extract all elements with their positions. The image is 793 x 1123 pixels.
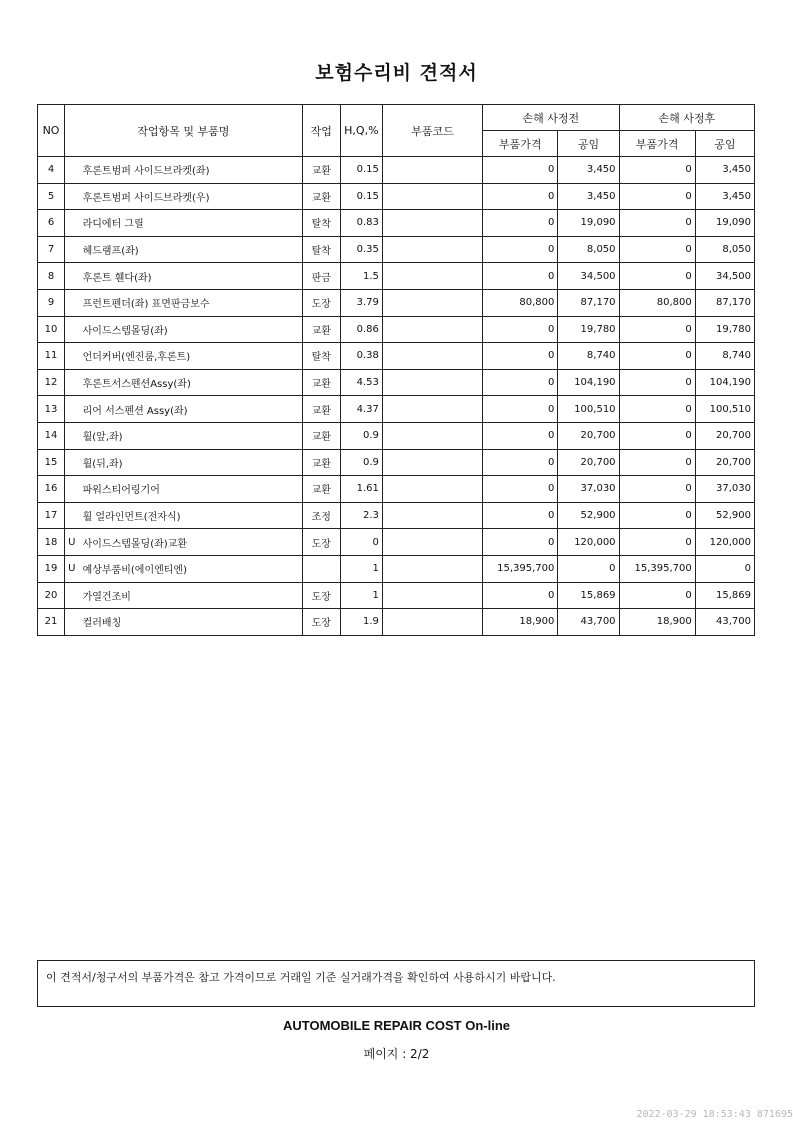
row-after-part-price: 0 <box>619 316 695 343</box>
row-item-name: 프런트펜더(좌) 표면판금보수 <box>80 289 303 316</box>
row-work-type: 도장 <box>302 529 340 556</box>
row-after-part-price: 0 <box>619 476 695 503</box>
table-row <box>38 183 755 210</box>
row-hq: 4.53 <box>340 369 382 396</box>
row-work-type: 교환 <box>302 449 340 476</box>
row-no: 7 <box>38 236 65 263</box>
row-after-part-price: 0 <box>619 502 695 529</box>
row-work-type: 도장 <box>302 289 340 316</box>
row-flag <box>65 582 80 609</box>
row-before-part-price: 0 <box>483 343 558 370</box>
document-title: 보험수리비 견적서 <box>315 62 478 84</box>
header-after: 손해 사정후 <box>619 105 754 131</box>
row-after-labor: 37,030 <box>695 476 754 503</box>
row-before-labor: 19,090 <box>558 210 619 237</box>
header-work: 작업 <box>302 105 340 157</box>
row-item-name: 사이드스텝몰딩(좌) <box>80 316 303 343</box>
row-before-labor: 52,900 <box>558 502 619 529</box>
row-no: 15 <box>38 449 65 476</box>
row-before-labor: 100,510 <box>558 396 619 423</box>
row-hq: 0.83 <box>340 210 382 237</box>
row-before-part-price: 15,395,700 <box>483 555 558 582</box>
row-after-labor: 20,700 <box>695 449 754 476</box>
header-no: NO <box>38 105 65 157</box>
row-after-part-price: 0 <box>619 263 695 290</box>
header-code: 부품코드 <box>382 105 482 157</box>
row-after-part-price: 0 <box>619 157 695 184</box>
row-part-code <box>382 157 482 184</box>
row-hq: 0.86 <box>340 316 382 343</box>
row-no: 18 <box>38 529 65 556</box>
row-work-type: 교환 <box>302 369 340 396</box>
row-item-name: 휠 얼라인먼트(전자식) <box>80 502 303 529</box>
row-flag <box>65 369 80 396</box>
row-before-part-price: 0 <box>483 157 558 184</box>
row-flag <box>65 609 80 636</box>
row-after-part-price: 0 <box>619 236 695 263</box>
row-work-type: 교환 <box>302 157 340 184</box>
row-after-part-price: 18,900 <box>619 609 695 636</box>
row-before-labor: 20,700 <box>558 449 619 476</box>
row-no: 16 <box>38 476 65 503</box>
row-after-labor: 100,510 <box>695 396 754 423</box>
header-after-part-price: 부품가격 <box>619 131 695 157</box>
row-after-labor: 20,700 <box>695 422 754 449</box>
row-part-code <box>382 369 482 396</box>
table-row <box>38 476 755 503</box>
row-no: 5 <box>38 183 65 210</box>
row-no: 12 <box>38 369 65 396</box>
row-part-code <box>382 502 482 529</box>
row-before-labor: 20,700 <box>558 422 619 449</box>
price-notice: 이 견적서/청구서의 부품가격은 참고 가격이므로 거래일 기준 실거래가격을 확인하여 사용하시기 바랍니다. <box>37 960 755 1007</box>
row-flag <box>65 396 80 423</box>
row-flag <box>65 343 80 370</box>
row-work-type: 교환 <box>302 476 340 503</box>
row-before-labor: 8,050 <box>558 236 619 263</box>
row-after-labor: 19,090 <box>695 210 754 237</box>
row-flag <box>65 316 80 343</box>
row-before-labor: 3,450 <box>558 183 619 210</box>
row-no: 17 <box>38 502 65 529</box>
row-flag <box>65 476 80 503</box>
row-work-type: 판금 <box>302 263 340 290</box>
table-row <box>38 289 755 316</box>
row-after-part-price: 0 <box>619 343 695 370</box>
row-hq: 0.35 <box>340 236 382 263</box>
row-flag <box>65 449 80 476</box>
row-before-labor: 43,700 <box>558 609 619 636</box>
row-after-part-price: 0 <box>619 582 695 609</box>
row-before-part-price: 0 <box>483 183 558 210</box>
row-after-labor: 3,450 <box>695 157 754 184</box>
table-row <box>38 369 755 396</box>
row-after-part-price: 0 <box>619 369 695 396</box>
row-before-labor: 87,170 <box>558 289 619 316</box>
row-hq: 3.79 <box>340 289 382 316</box>
row-before-labor: 104,190 <box>558 369 619 396</box>
row-part-code <box>382 582 482 609</box>
table-row <box>38 396 755 423</box>
row-hq: 1.9 <box>340 609 382 636</box>
header-before-labor: 공임 <box>558 131 619 157</box>
row-no: 14 <box>38 422 65 449</box>
row-after-labor: 87,170 <box>695 289 754 316</box>
row-before-part-price: 0 <box>483 396 558 423</box>
row-item-name: 라디에터 그릴 <box>80 210 303 237</box>
row-after-part-price: 80,800 <box>619 289 695 316</box>
row-hq: 0.15 <box>340 157 382 184</box>
row-no: 8 <box>38 263 65 290</box>
print-timestamp: 2022-03-29 18:53:43 871695 <box>636 1109 793 1120</box>
row-before-labor: 37,030 <box>558 476 619 503</box>
row-part-code <box>382 316 482 343</box>
row-item-name: 리어 서스펜션 Assy(좌) <box>80 396 303 423</box>
row-item-name: 파워스티어링기어 <box>80 476 303 503</box>
row-part-code <box>382 449 482 476</box>
row-after-part-price: 0 <box>619 183 695 210</box>
row-flag <box>65 210 80 237</box>
row-before-part-price: 0 <box>483 449 558 476</box>
row-before-part-price: 0 <box>483 502 558 529</box>
row-no: 6 <box>38 210 65 237</box>
table-row <box>38 502 755 529</box>
row-work-type: 교환 <box>302 316 340 343</box>
row-before-part-price: 0 <box>483 529 558 556</box>
row-part-code <box>382 609 482 636</box>
row-after-part-price: 0 <box>619 529 695 556</box>
footer-title: AUTOMOBILE REPAIR COST On-line <box>282 1018 511 1033</box>
row-item-name: 헤드램프(좌) <box>80 236 303 263</box>
table-row <box>38 582 755 609</box>
row-before-part-price: 0 <box>483 236 558 263</box>
row-work-type: 교환 <box>302 183 340 210</box>
table-row <box>38 157 755 184</box>
row-work-type: 탈착 <box>302 343 340 370</box>
table-row <box>38 555 755 582</box>
row-hq: 1.5 <box>340 263 382 290</box>
row-hq: 2.3 <box>340 502 382 529</box>
row-after-labor: 43,700 <box>695 609 754 636</box>
row-before-labor: 3,450 <box>558 157 619 184</box>
row-hq: 1.61 <box>340 476 382 503</box>
row-flag <box>65 157 80 184</box>
row-after-labor: 8,050 <box>695 236 754 263</box>
row-part-code <box>382 183 482 210</box>
row-after-labor: 52,900 <box>695 502 754 529</box>
row-before-labor: 34,500 <box>558 263 619 290</box>
row-flag <box>65 289 80 316</box>
row-work-type: 교환 <box>302 422 340 449</box>
row-before-part-price: 80,800 <box>483 289 558 316</box>
row-item-name: 휠(뒤,좌) <box>80 449 303 476</box>
row-no: 19 <box>38 555 65 582</box>
table-row <box>38 422 755 449</box>
row-before-labor: 0 <box>558 555 619 582</box>
row-part-code <box>382 263 482 290</box>
row-before-part-price: 0 <box>483 369 558 396</box>
row-hq: 0 <box>340 529 382 556</box>
row-part-code <box>382 289 482 316</box>
row-flag <box>65 502 80 529</box>
header-before-part-price: 부품가격 <box>483 131 558 157</box>
table-row <box>38 609 755 636</box>
table-row <box>38 529 755 556</box>
row-before-part-price: 0 <box>483 316 558 343</box>
row-work-type: 조정 <box>302 502 340 529</box>
row-no: 21 <box>38 609 65 636</box>
row-before-part-price: 0 <box>483 263 558 290</box>
row-work-type: 도장 <box>302 609 340 636</box>
row-hq: 0.15 <box>340 183 382 210</box>
row-before-part-price: 0 <box>483 210 558 237</box>
row-item-name: 가열건조비 <box>80 582 303 609</box>
row-part-code <box>382 476 482 503</box>
row-after-part-price: 0 <box>619 422 695 449</box>
row-no: 13 <box>38 396 65 423</box>
header-item: 작업항목 및 부품명 <box>65 105 303 157</box>
row-part-code <box>382 343 482 370</box>
row-after-part-price: 15,395,700 <box>619 555 695 582</box>
row-flag: U <box>65 529 80 556</box>
header-before: 손해 사정전 <box>483 105 619 131</box>
row-work-type: 탈착 <box>302 236 340 263</box>
row-after-labor: 3,450 <box>695 183 754 210</box>
row-item-name: 후론트범퍼 사이드브라켓(좌) <box>80 157 303 184</box>
row-no: 9 <box>38 289 65 316</box>
row-item-name: 사이드스텝몰딩(좌)교환 <box>80 529 303 556</box>
row-item-name: 후론트 휀다(좌) <box>80 263 303 290</box>
row-item-name: 예상부품비(에이엔티엔) <box>80 555 303 582</box>
row-before-labor: 19,780 <box>558 316 619 343</box>
table-row <box>38 316 755 343</box>
row-after-labor: 34,500 <box>695 263 754 290</box>
row-after-part-price: 0 <box>619 210 695 237</box>
estimate-table <box>37 104 755 636</box>
table-row <box>38 210 755 237</box>
row-part-code <box>382 396 482 423</box>
row-no: 4 <box>38 157 65 184</box>
row-before-part-price: 0 <box>483 422 558 449</box>
row-after-labor: 120,000 <box>695 529 754 556</box>
row-before-labor: 8,740 <box>558 343 619 370</box>
row-after-labor: 8,740 <box>695 343 754 370</box>
row-hq: 4.37 <box>340 396 382 423</box>
row-hq: 0.38 <box>340 343 382 370</box>
row-part-code <box>382 422 482 449</box>
table-row <box>38 343 755 370</box>
row-flag <box>65 422 80 449</box>
row-after-labor: 104,190 <box>695 369 754 396</box>
page-number: 페이지 : 2/2 <box>363 1047 430 1061</box>
row-before-labor: 120,000 <box>558 529 619 556</box>
row-before-labor: 15,869 <box>558 582 619 609</box>
row-before-part-price: 0 <box>483 476 558 503</box>
row-flag <box>65 236 80 263</box>
row-after-part-price: 0 <box>619 449 695 476</box>
row-item-name: 휠(앞,좌) <box>80 422 303 449</box>
row-item-name: 후론트범퍼 사이드브라켓(우) <box>80 183 303 210</box>
row-part-code <box>382 529 482 556</box>
row-work-type: 교환 <box>302 396 340 423</box>
row-item-name: 언더커버(엔진룸,후론트) <box>80 343 303 370</box>
row-item-name: 후론트서스펜션Assy(좌) <box>80 369 303 396</box>
row-work-type: 탈착 <box>302 210 340 237</box>
row-after-labor: 19,780 <box>695 316 754 343</box>
row-hq: 1 <box>340 555 382 582</box>
header-after-labor: 공임 <box>695 131 754 157</box>
row-hq: 0.9 <box>340 422 382 449</box>
row-work-type <box>302 555 340 582</box>
row-after-labor: 0 <box>695 555 754 582</box>
row-flag <box>65 263 80 290</box>
row-no: 10 <box>38 316 65 343</box>
table-row <box>38 449 755 476</box>
row-after-part-price: 0 <box>619 396 695 423</box>
row-hq: 0.9 <box>340 449 382 476</box>
row-flag: U <box>65 555 80 582</box>
table-row <box>38 236 755 263</box>
row-no: 20 <box>38 582 65 609</box>
row-item-name: 컬러배칭 <box>80 609 303 636</box>
header-hq: H,Q,% <box>340 105 382 157</box>
row-part-code <box>382 236 482 263</box>
row-work-type: 도장 <box>302 582 340 609</box>
row-hq: 1 <box>340 582 382 609</box>
row-before-part-price: 18,900 <box>483 609 558 636</box>
row-after-labor: 15,869 <box>695 582 754 609</box>
table-row <box>38 263 755 290</box>
row-part-code <box>382 210 482 237</box>
row-part-code <box>382 555 482 582</box>
row-no: 11 <box>38 343 65 370</box>
row-before-part-price: 0 <box>483 582 558 609</box>
row-flag <box>65 183 80 210</box>
